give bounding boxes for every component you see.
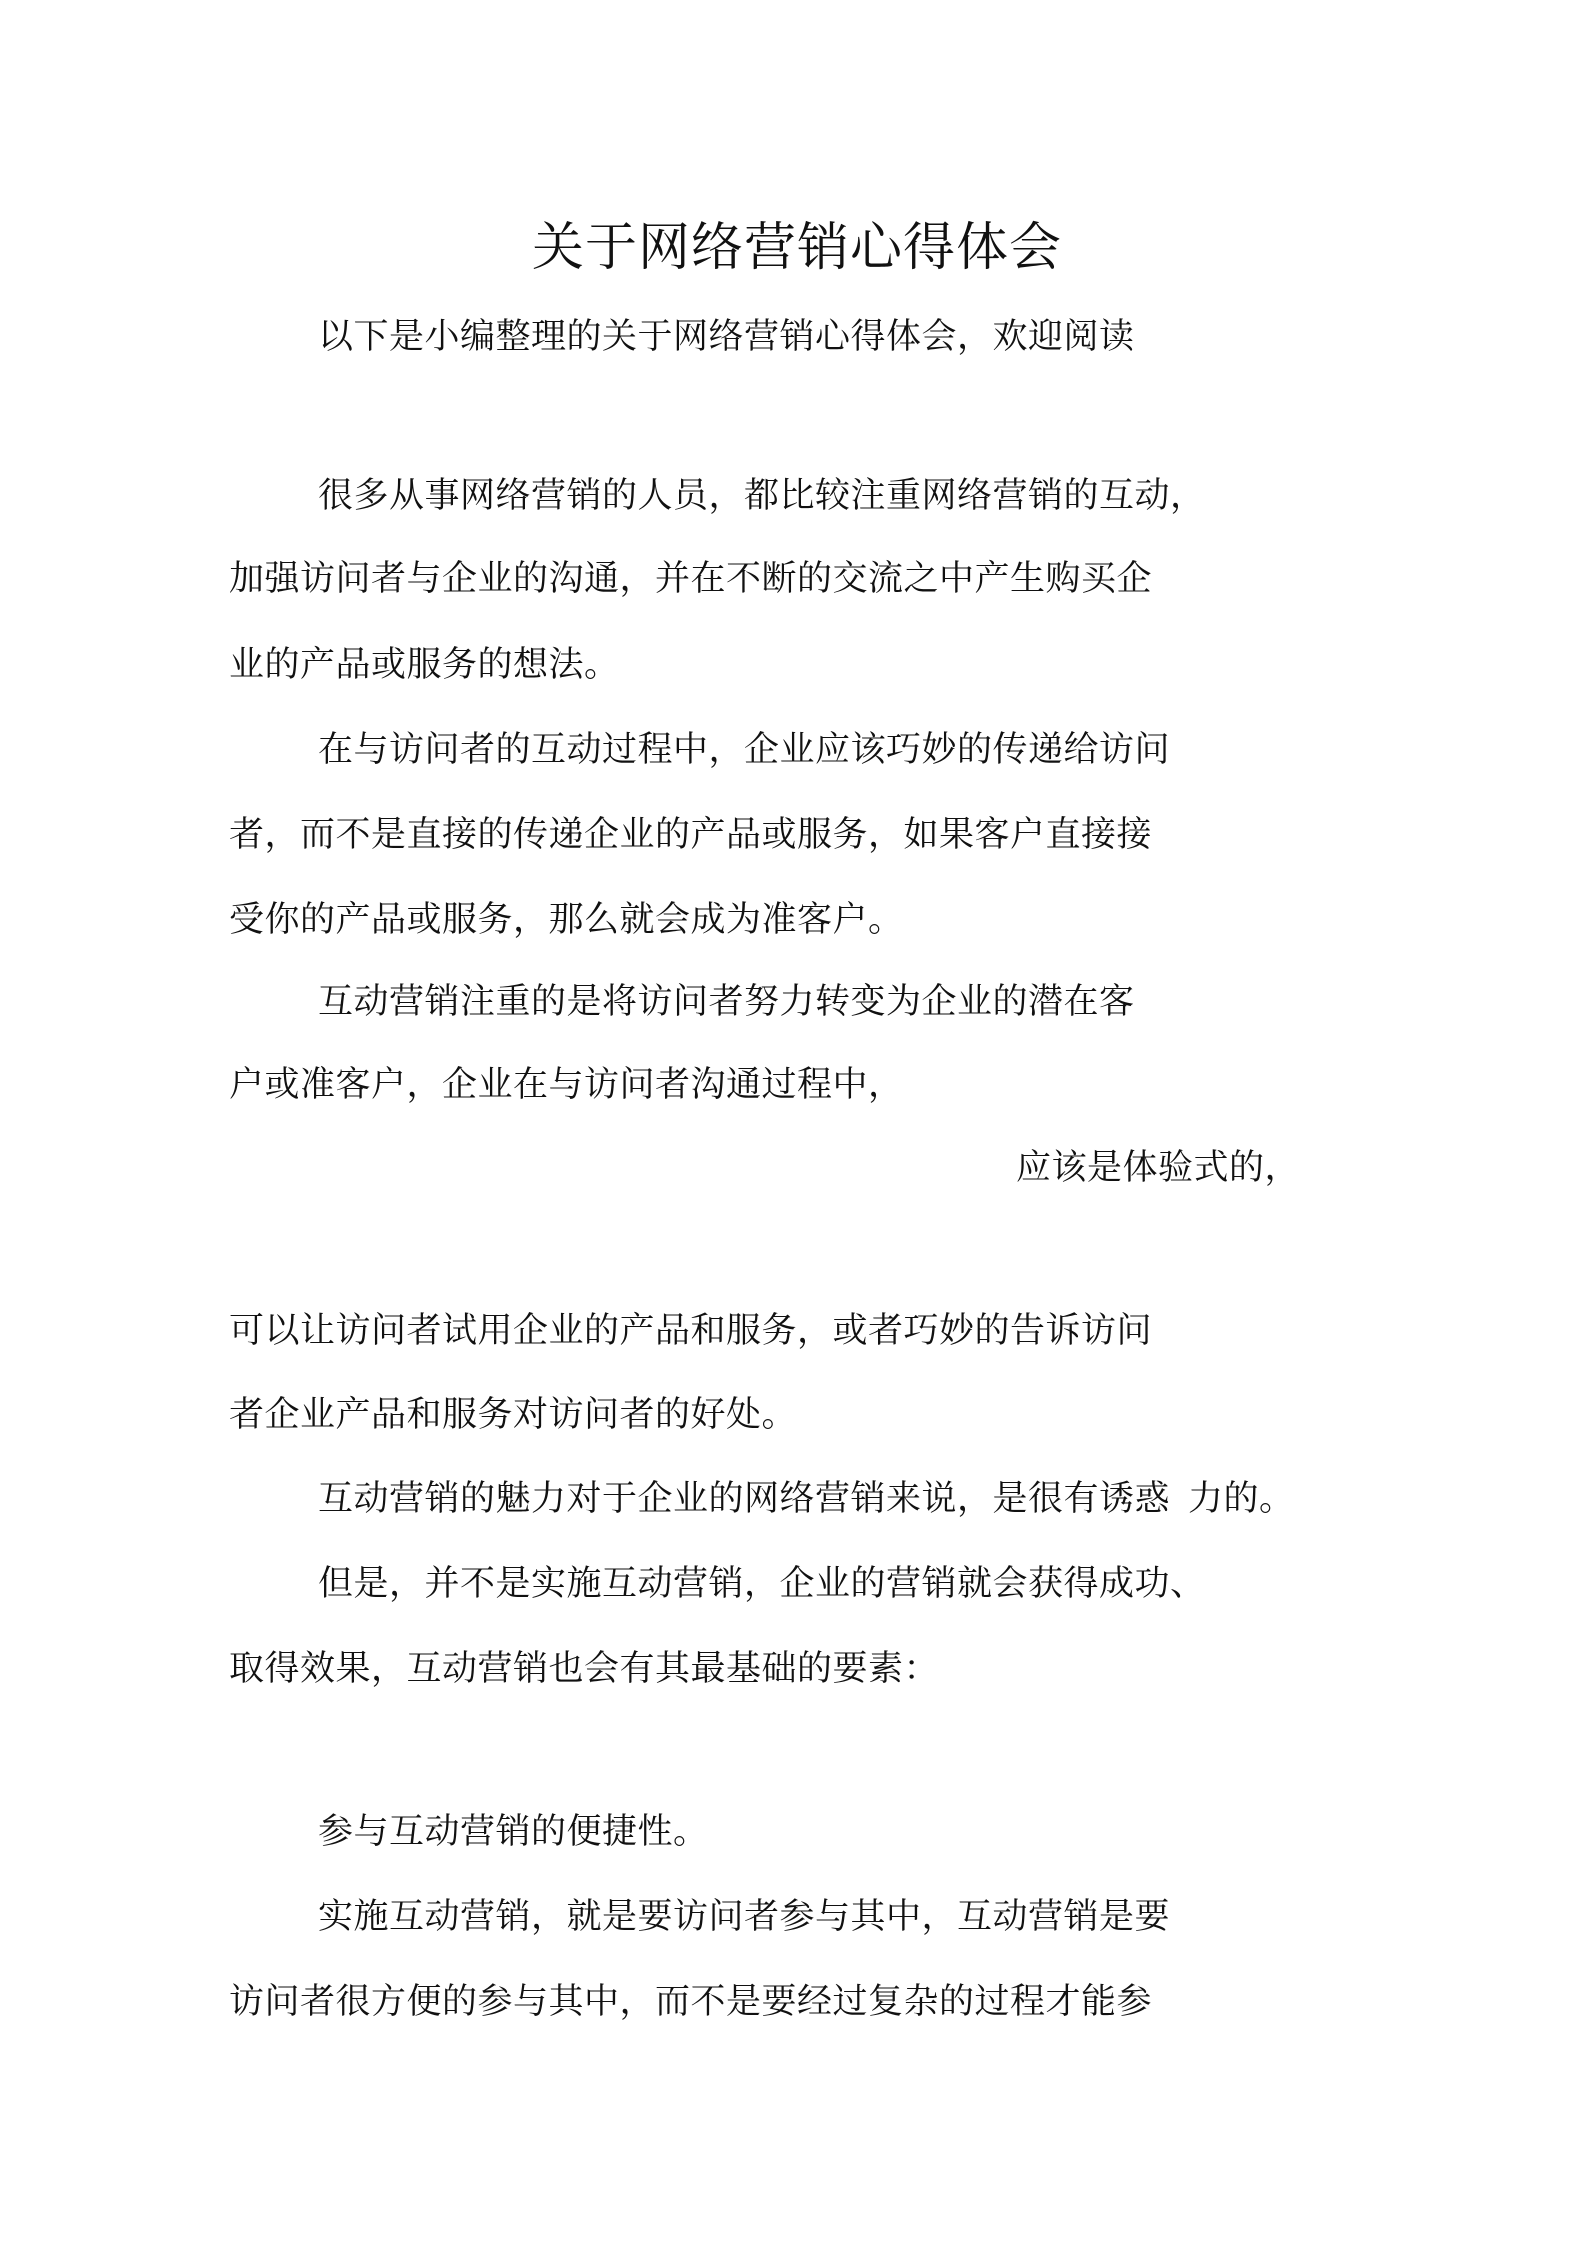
paragraph-line: 但是，并不是实施互动营销，企业的营销就会获得成功、 bbox=[318, 1564, 1206, 1604]
paragraph-line: 可以让访问者试用企业的产品和服务，或者巧妙的告诉访问 bbox=[229, 1311, 1153, 1351]
paragraph-line-part: 互动营销的魅力对于企业的网络营销来说，是很有诱惑 bbox=[318, 1479, 1171, 1519]
paragraph-line: 者，而不是直接的传递企业的产品或服务，如果客户直接接 bbox=[229, 815, 1153, 855]
paragraph-line: 业的产品或服务的想法。 bbox=[229, 645, 620, 685]
paragraph-line: 加强访问者与企业的沟通，并在不断的交流之中产生购买企 bbox=[229, 559, 1153, 599]
intro-line: 以下是小编整理的关于网络营销心得体会，欢迎阅读 bbox=[318, 317, 1135, 357]
paragraph-line: 实施互动营销，就是要访问者参与其中，互动营销是要 bbox=[318, 1897, 1171, 1937]
paragraph-line-part: 力的。 bbox=[1188, 1479, 1295, 1519]
paragraph-line bbox=[318, 1477, 1295, 1521]
paragraph-line: 互动营销注重的是将访问者努力转变为企业的潜在客 bbox=[318, 982, 1135, 1022]
paragraph-line: 受你的产品或服务，那么就会成为准客户。 bbox=[229, 900, 904, 940]
paragraph-line: 访问者很方便的参与其中，而不是要经过复杂的过程才能参 bbox=[229, 1982, 1153, 2022]
paragraph-line: 很多从事网络营销的人员，都比较注重网络营销的互动， bbox=[318, 476, 1206, 516]
document-title: 关于网络营销心得体会 bbox=[531, 218, 1062, 278]
paragraph-line: 参与互动营销的便捷性。 bbox=[318, 1812, 709, 1852]
paragraph-line: 应该是体验式的， bbox=[1016, 1148, 1301, 1188]
paragraph-line: 在与访问者的互动过程中，企业应该巧妙的传递给访问 bbox=[318, 730, 1171, 770]
paragraph-line: 取得效果，互动营销也会有其最基础的要素： bbox=[229, 1649, 940, 1689]
paragraph-line: 者企业产品和服务对访问者的好处。 bbox=[229, 1395, 798, 1435]
paragraph-line: 户或准客户，企业在与访问者沟通过程中， bbox=[229, 1065, 904, 1105]
